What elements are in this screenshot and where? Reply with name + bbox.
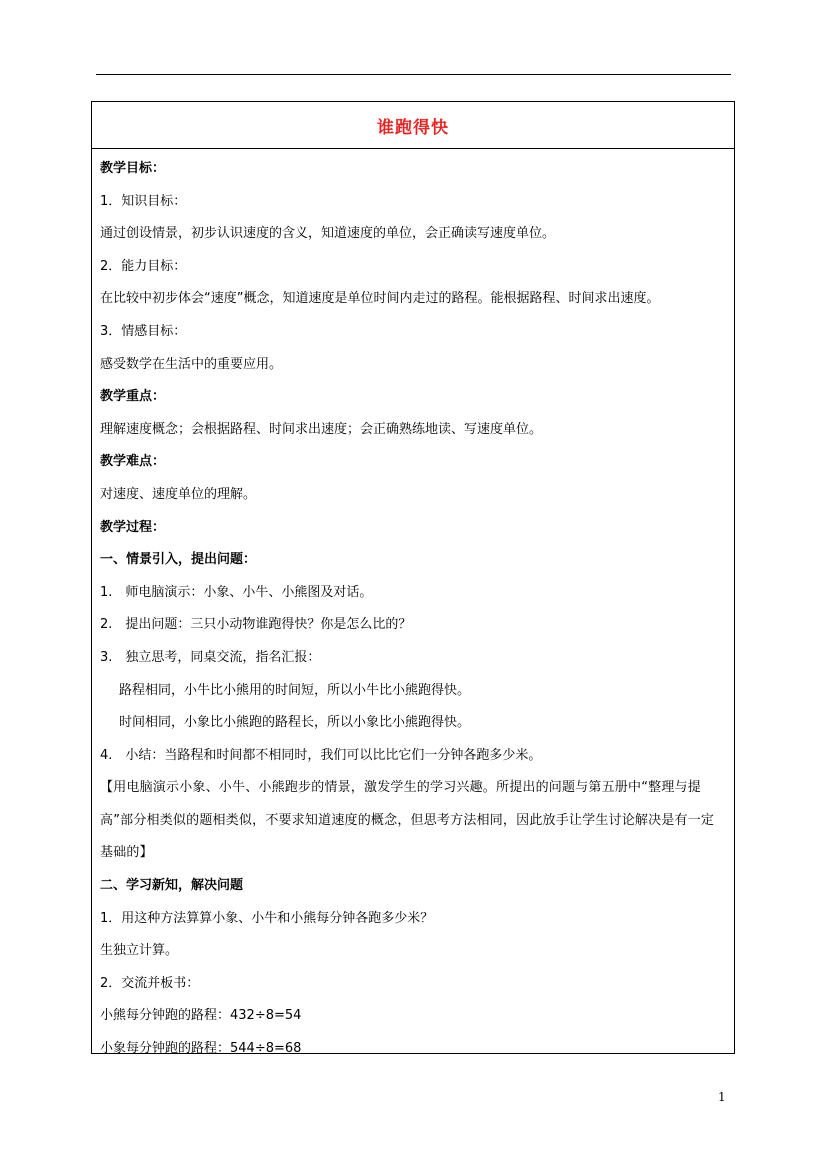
section-heading: 一、情景引入，提出问题：	[100, 552, 257, 568]
text-line: 对速度、速度单位的理解。	[100, 486, 257, 502]
content-block-2	[100, 870, 727, 1066]
text-line: 小象每分钟跑的路程：544÷8=68	[100, 1041, 302, 1057]
section-heading: 教学过程：	[100, 519, 166, 535]
text-line: 生独立计算。	[100, 943, 179, 959]
section-heading: 教学重点：	[100, 389, 166, 405]
text-line: 1．用这种方法算算小象、小牛和小熊每分钟各跑多少米？	[100, 910, 434, 926]
title-row	[92, 102, 734, 149]
text-line: 3．情感目标：	[100, 323, 187, 339]
text-line: 4. 小结：当路程和时间都不相同时，我们可以比比它们一分钟各跑多少米。	[100, 747, 542, 763]
section-heading: 教学难点：	[100, 454, 166, 470]
text-line: 1. 师电脑演示：小象、小牛、小熊图及对话。	[100, 584, 373, 600]
text-line: 理解速度概念；会根据路程、时间求出速度；会正确熟练地读、写速度单位。	[100, 421, 543, 437]
lesson-content	[92, 149, 734, 1066]
text-line: 2．能力目标：	[100, 258, 187, 274]
section-heading: 教学目标：	[100, 161, 166, 176]
text-line: 1．知识目标：	[100, 193, 187, 209]
text-line: 在比较中初步体会“速度”概念，知道速度是单位时间内走过的路程。能根据路程、时间求出速度。	[100, 291, 660, 307]
text-line: 时间相同，小象比小熊跑的路程长，所以小象比小熊跑得快。	[119, 715, 471, 731]
document-title: 谁跑得快	[377, 117, 449, 138]
page-number: 1	[718, 1090, 726, 1104]
text-line: 路程相同，小牛比小熊用的时间短，所以小牛比小熊跑得快。	[119, 682, 471, 698]
text-line: 通过创设情景，初步认识速度的含义，知道速度的单位，会正确读写速度单位。	[100, 226, 556, 242]
text-line: 小熊每分钟跑的路程：432÷8=54	[100, 1008, 302, 1024]
header-rule	[96, 74, 731, 75]
text-line: 3. 独立思考，同桌交流，指名汇报：	[100, 649, 321, 665]
section-heading: 二、学习新知，解决问题	[100, 878, 244, 894]
text-line: 感受数学在生活中的重要应用。	[100, 356, 283, 372]
text-line: 2．交流并板书：	[100, 975, 200, 991]
text-line: 2. 提出问题：三只小动物谁跑得快？你是怎么比的？	[100, 617, 412, 633]
lesson-plan-table	[91, 101, 735, 1057]
teaching-note: 【用电脑演示小象、小牛、小熊跑步的情景，激发学生的学习兴趣。所提出的问题与第五册中“整理与提高”部分相类似的题相类似，不要求知道速度的概念，但思考方法相同，因此放手让学生讨论解决是有一定基础的】	[100, 780, 715, 861]
content-block-1	[100, 153, 727, 772]
